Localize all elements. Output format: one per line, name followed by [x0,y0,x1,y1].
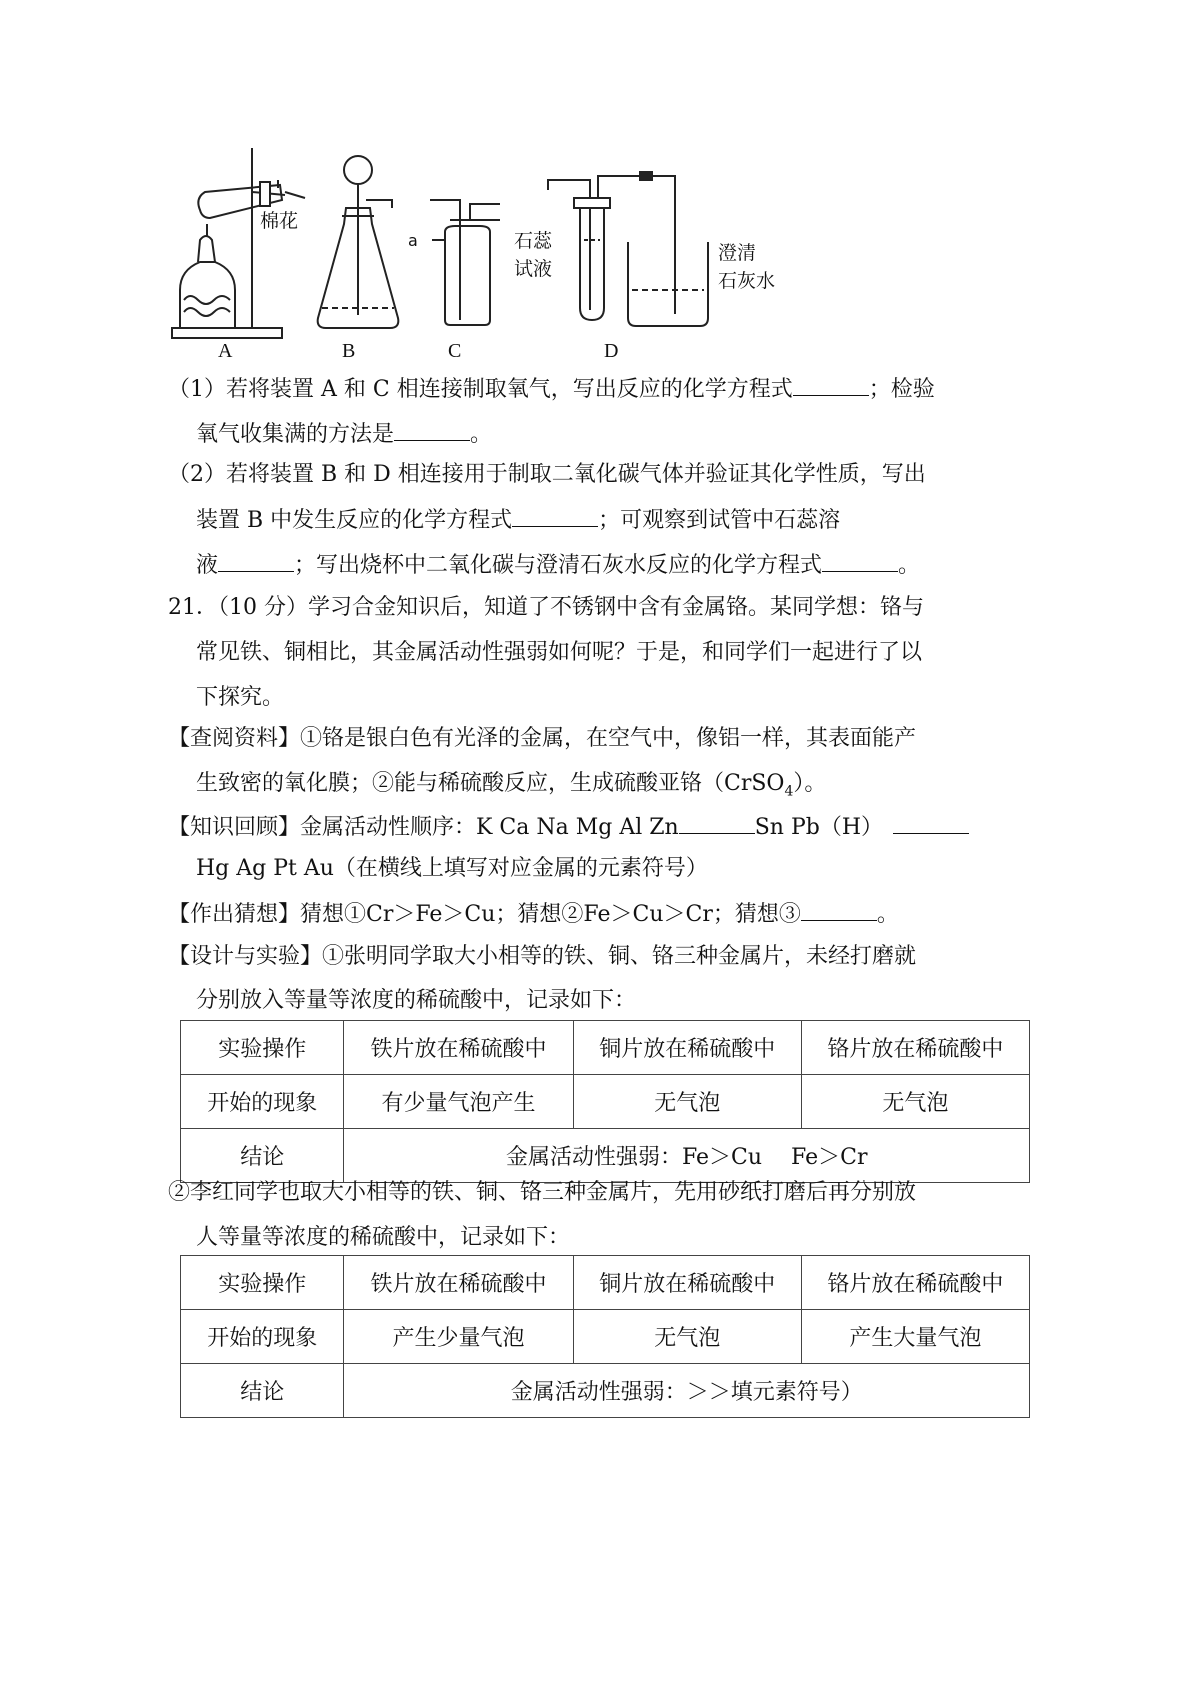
q21-intro-line3: 下探究。 [196,685,285,710]
q20-part2-text-c: ；可观察到试管中石蕊溶 [598,508,841,533]
apparatus-figure [160,140,820,390]
reference-line2 [196,768,826,807]
table-cell: 结论 [181,1129,344,1183]
reference-line1: 【查阅资料】①铬是银白色有光泽的金属，在空气中，像铝一样，其表面能产 [168,726,917,751]
experiment-table-1 [180,1020,1030,1183]
apparatus-c [430,200,500,325]
table-cell: 产生大量气泡 [801,1310,1029,1364]
table-row [181,1310,1030,1364]
hypothesis-line [168,898,899,931]
table-cell: 开始的现象 [181,1075,344,1129]
table-row [181,1364,1030,1418]
table-cell: 有少量气泡产生 [344,1075,573,1129]
q21-intro-line1: 21．（10 分）学习合金知识后，知道了不锈钢中含有金属铬。某同学想：铬与 [168,595,924,620]
reference-text-b: ）。 [793,771,827,796]
apparatus-a [172,148,305,338]
second-experiment-line1: ②李红同学也取大小相等的铁、铜、铬三种金属片，先用砂纸打磨后再分别放 [168,1180,917,1205]
q20-part2-text-f: 。 [898,553,921,578]
experiment-table-2 [180,1255,1030,1418]
second-experiment-line2: 人等量等浓度的稀硫酸中，记录如下： [196,1225,571,1250]
litmus-annotation-2: 试液 [514,258,553,280]
q20-part2-line3 [196,549,920,582]
table-cell: 铜片放在稀硫酸中 [573,1021,801,1075]
label-a: A [218,340,233,362]
review-line1 [168,811,969,844]
label-d: D [604,340,619,362]
q20-part1-text-c: 氧气收集满的方法是 [196,422,395,447]
limewater-annotation-2: 石灰水 [718,270,776,292]
table-cell: 金属活动性强弱：Fe＞Cu Fe＞Cr [344,1129,1030,1183]
q20-part1-text-a: （1）若将装置 A 和 C 相连接制取氧气，写出反应的化学方程式 [168,377,793,402]
q20-part2-text-b: 装置 B 中发生反应的化学方程式 [196,508,513,533]
q20-part2-line1 [168,459,926,491]
limewater-annotation-1: 澄清 [718,242,757,264]
table-cell: 铁片放在稀硫酸中 [344,1021,573,1075]
design-line2: 分别放入等量等浓度的稀硫酸中，记录如下： [196,988,637,1013]
hypothesis-text-b: 。 [876,902,899,927]
answer-blank[interactable] [801,898,877,921]
answer-blank[interactable] [893,811,969,834]
answer-blank[interactable] [218,549,294,572]
table-cell: 铁片放在稀硫酸中 [344,1256,573,1310]
q20-part2-text-d: 液 [196,553,219,578]
answer-blank[interactable] [394,418,470,441]
design-line1: 【设计与实验】①张明同学取大小相等的铁、铜、铬三种金属片，未经打磨就 [168,944,917,969]
table-row [181,1075,1030,1129]
litmus-annotation-1: 石蕊 [514,230,553,252]
table-cell: 产生少量气泡 [344,1310,573,1364]
q20-part2-text-a: （2）若将装置 B 和 D 相连接用于制取二氧化碳气体并验证其化学性质，写出 [168,462,926,487]
table-cell: 铬片放在稀硫酸中 [801,1021,1029,1075]
reference-text-a: 生致密的氧化膜；②能与稀硫酸反应，生成硫酸亚铬（CrSO [196,771,785,796]
review-text-a: 【知识回顾】金属活动性顺序：K Ca Na Mg Al Zn [168,815,679,840]
q20-part2-line2 [196,504,840,537]
answer-blank[interactable] [822,549,898,572]
label-b: B [342,340,356,362]
cotton-annotation: 棉花 [260,210,299,232]
reference-subscript: 4 [784,783,794,800]
apparatus-d [548,172,708,326]
answer-blank[interactable] [679,811,755,834]
table-cell: 结论 [181,1364,344,1418]
table-cell: 开始的现象 [181,1310,344,1364]
review-text-b: Sn Pb（H） [754,815,884,840]
review-line2: Hg Ag Pt Au（在横线上填写对应金属的元素符号） [196,856,708,881]
table-cell: 铜片放在稀硫酸中 [573,1256,801,1310]
hypothesis-text-a: 【作出猜想】猜想①Cr＞Fe＞Cu；猜想②Fe＞Cu＞Cr；猜想③ [168,902,801,927]
port-a-annotation: a [408,231,418,250]
answer-blank[interactable] [512,504,598,527]
table-row [181,1021,1030,1075]
q20-part1-text-b: ；检验 [868,377,935,402]
answer-blank[interactable] [793,373,869,396]
q20-part1-line1 [168,373,935,406]
table-row [181,1256,1030,1310]
q20-part1-text-d: 。 [470,422,493,447]
label-c: C [448,340,462,362]
table-cell: 金属活动性强弱：＞＞填元素符号） [344,1364,1030,1418]
q20-part1-line2 [196,418,492,451]
table-cell: 无气泡 [573,1310,801,1364]
table-cell: 无气泡 [801,1075,1029,1129]
apparatus-b [318,156,399,328]
table-cell: 实验操作 [181,1021,344,1075]
table-cell: 实验操作 [181,1256,344,1310]
q20-part2-text-e: ；写出烧杯中二氧化碳与澄清石灰水反应的化学方程式 [294,553,823,578]
table-cell: 无气泡 [573,1075,801,1129]
table-row [181,1129,1030,1183]
table-cell: 铬片放在稀硫酸中 [801,1256,1029,1310]
q21-intro-line2: 常见铁、铜相比，其金属活动性强弱如何呢？于是，和同学们一起进行了以 [196,640,923,665]
